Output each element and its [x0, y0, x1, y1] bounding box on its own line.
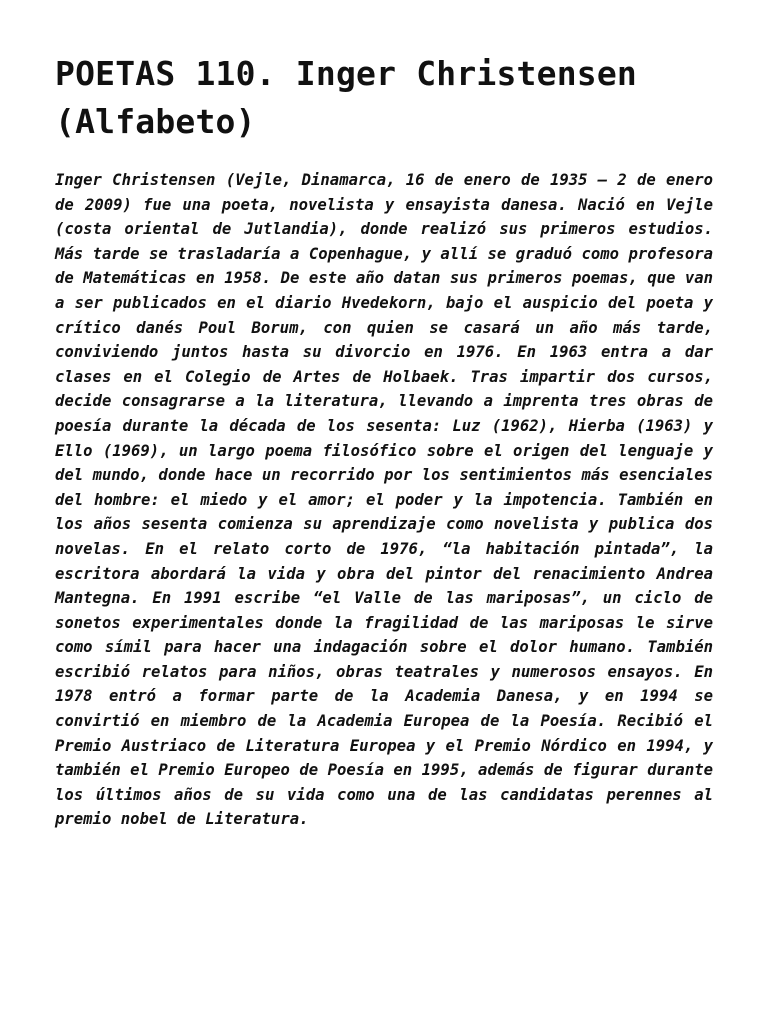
page-title: POETAS 110. Inger Christensen (Alfabeto): [55, 54, 637, 141]
article: [55, 50, 713, 832]
article-body: Inger Christensen (Vejle, Dinamarca, 16 de enero de 1935 – 2 de enero de 2009) fue una poeta, novelista y ensayista danesa. Nació en Vejle (costa oriental de Jutlandia), donde realizó sus primeros estudios. Más tarde se trasladaría a Copenhague, y allí se graduó como profesora de Matemáticas en 1958. De este año datan sus primeros poemas, que van a ser publicados en el diario Hvedekorn, bajo el auspicio del poeta y crítico danés Poul Borum, con quien se casará un año más tarde, conviviendo juntos hasta su divorcio en 1976. En 1963 entra a dar clases en el Colegio de Artes de Holbaek. Tras impartir dos cursos, decide consagrarse a la literatura, llevando a imprenta tres obras de poesía durante la década de los sesenta: Luz (1962), Hierba (1963) y Ello (1969), un largo poema filosófico sobre el origen del lenguaje y del mundo, donde hace un recorrido por los sentimientos más esenciales del hombre: el miedo y el amor; el poder y la impotencia. También en los años sesenta comienza su aprendizaje como novelista y publica dos novelas. En el relato corto de 1976, “la habitación pintada”, la escritora abordará la vida y obra del pintor del renacimiento Andrea Mantegna. En 1991 escribe “el Valle de las mariposas”, un ciclo de sonetos experimentales donde la fragilidad de las mariposas le sirve como símil para hacer una indagación sobre el dolor humano. También escribió relatos para niños, obras teatrales y numerosos ensayos. En 1978 entró a formar parte de la Academia Danesa, y en 1994 se convirtió en miembro de la Academia Europea de la Poesía. Recibió el Premio Austriaco de Literatura Europea y el Premio Nórdico en 1994, y también el Premio Europeo de Poesía en 1995, además de figurar durante los últimos años de su vida como una de las candidatas perennes al premio nobel de Literatura.: [55, 171, 713, 829]
